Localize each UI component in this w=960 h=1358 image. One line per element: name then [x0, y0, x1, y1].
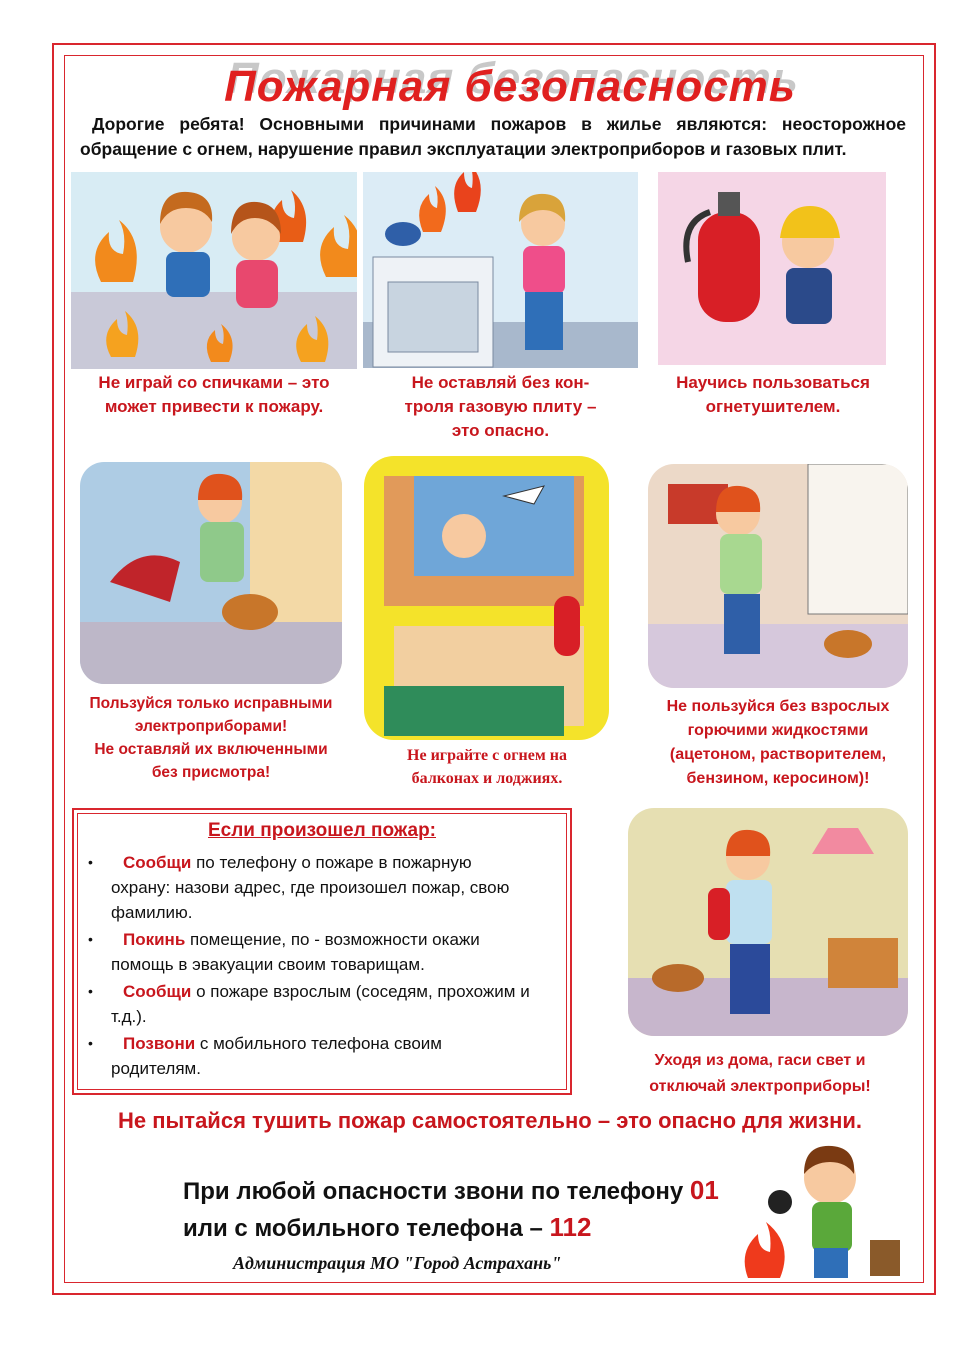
kids-matches-illustration — [71, 172, 357, 369]
card-caption-extinguisher: Научись пользоваться огнетушителем. — [676, 373, 870, 416]
extinguisher-mascot-illustration — [658, 172, 886, 365]
iron-illustration — [80, 462, 342, 684]
emergency-line-1: При любой опасности звони по телефону 01 — [183, 1175, 719, 1205]
list-item: • Позвони с мобильного телефона своим родителям. — [88, 1034, 442, 1078]
lamp-switch-illustration — [628, 808, 908, 1036]
intro-text: Дорогие ребята! Основными причинами пожаров в жилье являются: неосторожное обращение с огнем, нарушение правил эксплуатации электроприборов и газовых плит. — [80, 114, 906, 159]
card-caption-stove: Не оставляй без кон- троля газовую плиту – это опасно. — [404, 373, 597, 440]
flammable-liquids-illustration — [648, 464, 908, 688]
balcony-illustration — [364, 456, 609, 740]
emergency-line-2: или с мобильного телефона – 112 — [183, 1212, 592, 1242]
warning-text: Не пытайся тушить пожар самостоятельно – это опасно для жизни. — [117, 1108, 863, 1133]
list-item: • Сообщи по телефону о пожаре в пожарную охрану: назови адрес, где произошел пожар, свою фамилию. — [88, 853, 510, 922]
signature: Администрация МО "Город Астрахань" — [233, 1253, 562, 1273]
card-caption-lamp: Уходя из дома, гаси свет и отключай электроприборы! — [649, 1052, 871, 1095]
emergency-number-112: 112 — [549, 1212, 592, 1242]
list-item: • Покинь помещение, по - возможности окажи помощь в эвакуации своим товарищам. — [88, 930, 480, 974]
gas-stove-illustration — [363, 172, 638, 368]
card-caption-balcony: Не играйте с огнем на балконах и лоджиях. — [407, 747, 567, 787]
emergency-number-01: 01 — [689, 1175, 719, 1205]
card-caption-matches: Не играй со спичками – это может привести к пожару. — [98, 373, 330, 416]
card-caption-liquids: Не пользуйся без взрослых горючими жидкостями (ацетоном, растворителем, бензином, керосином)! — [666, 698, 890, 787]
poster-title: Пожарная безопасность — [224, 62, 796, 111]
list-item: • Сообщи о пожаре взрослым (соседям, прохожим и т.д.). — [88, 982, 530, 1026]
scared-boy-illustration — [740, 1140, 910, 1282]
fire-instructions-list — [84, 850, 534, 1083]
fire-icon — [745, 1222, 785, 1278]
fire-box-title: Если произошел пожар: — [208, 820, 436, 841]
card-caption-iron: Пользуйся только исправными электроприборами! Не оставляй их включенными без присмотра! — [89, 695, 333, 781]
